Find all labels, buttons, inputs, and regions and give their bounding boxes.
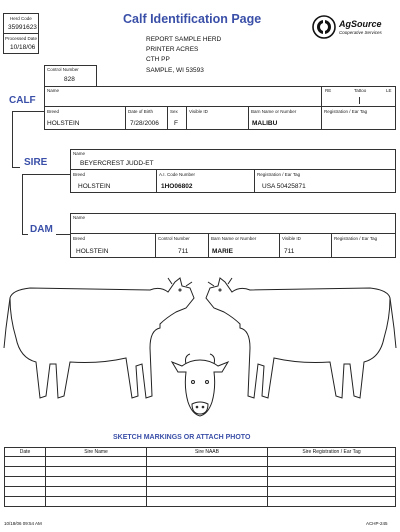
pedigree-line-sire-vertical [22, 174, 23, 234]
table-cell[interactable] [5, 477, 46, 487]
table-row[interactable] [5, 477, 396, 487]
column-header-sire-naab: Sire NAAB [147, 448, 268, 457]
herd-code-divider [3, 33, 39, 34]
processed-date-label: Processed Date [5, 36, 38, 41]
calf-divider-dob [125, 106, 126, 130]
pedigree-line-calf [12, 111, 44, 112]
address-line: CTH PP [146, 56, 170, 63]
calf-le-label: LE [386, 88, 392, 93]
processed-date-value: 10/18/06 [10, 44, 36, 51]
calf-divider-sex [167, 106, 168, 130]
agsource-logo [312, 15, 392, 41]
sire-details-box [70, 169, 396, 193]
table-cell[interactable] [46, 457, 147, 467]
table-cell[interactable] [5, 487, 46, 497]
table-cell[interactable] [46, 477, 147, 487]
page-title: Calf Identification Page [123, 12, 262, 26]
sire-breed-value: HOLSTEIN [78, 183, 111, 190]
address-line: REPORT SAMPLE HERD [146, 36, 222, 43]
table-cell[interactable] [268, 487, 396, 497]
sire-breed-label: Breed [73, 172, 86, 177]
calf-section-label: CALF [9, 95, 36, 106]
sire-registration-value: USA 50425871 [262, 183, 306, 190]
table-row[interactable] [5, 497, 396, 507]
table-cell[interactable] [5, 497, 46, 507]
table-cell[interactable] [268, 497, 396, 507]
footer-form-code: ACHP-245 [366, 521, 388, 526]
dam-divider-barn [208, 233, 209, 258]
calf-re-label: RE [325, 88, 332, 93]
dam-visible-id-value: 711 [284, 248, 295, 255]
sire-name-value: BEYERCREST JUDD-ET [80, 160, 154, 167]
herd-code-value: 35991623 [8, 24, 37, 31]
sketch-caption: SKETCH MARKINGS OR ATTACH PHOTO [113, 434, 251, 441]
dam-barn-name-value: MARIE [212, 248, 233, 255]
crs-circle-logo-icon [312, 15, 336, 39]
dam-name-label: Name [73, 215, 86, 220]
calf-sex-value: F [174, 120, 178, 127]
table-cell[interactable] [147, 477, 268, 487]
table-cell[interactable] [268, 477, 396, 487]
calf-tattoo-label: Tattoo [354, 88, 367, 93]
logo-name: AgSource [339, 19, 382, 29]
dam-name-box [70, 213, 396, 234]
calf-tattoo-separator [359, 97, 360, 104]
table-cell[interactable] [46, 487, 147, 497]
calf-tattoo-divider [321, 86, 322, 107]
calf-divider-visible [186, 106, 187, 130]
table-cell[interactable] [268, 457, 396, 467]
column-header-date: Date [5, 448, 46, 457]
cow-face-front-outline [172, 354, 228, 416]
calf-breed-value: HOLSTEIN [47, 120, 80, 127]
dam-registration-label: Registration / Ear Tag [334, 236, 378, 241]
cow-right-side-outline [206, 278, 396, 398]
table-row[interactable] [5, 487, 396, 497]
calf-registration-label: Registration / Ear Tag [324, 109, 368, 114]
table-cell[interactable] [147, 457, 268, 467]
sire-divider-reg [254, 169, 255, 193]
pedigree-line-sire [12, 167, 20, 168]
calf-sketch-outline [0, 268, 400, 428]
sire-section-label: SIRE [24, 157, 48, 168]
pedigree-line-calf-vertical [12, 111, 13, 167]
table-header-row [5, 448, 396, 457]
table-cell[interactable] [5, 457, 46, 467]
dam-divider-visible [279, 233, 280, 258]
calf-control-number-label: Control Number [47, 67, 79, 72]
calf-barn-name-label: Barn Name or Number [251, 109, 297, 114]
pedigree-line-sire-branch [45, 174, 70, 175]
logo-subtitle: Cooperative Services [339, 30, 382, 35]
dam-section-label: DAM [30, 224, 53, 235]
dam-control-number-label: Control Number [158, 236, 190, 241]
calf-control-number-value: 828 [64, 76, 75, 83]
column-header-sire-name: Sire Name [46, 448, 147, 457]
dam-divider-control [155, 233, 156, 258]
calf-divider-barn [248, 106, 249, 130]
table-row[interactable] [5, 457, 396, 467]
address-line: PRINTER ACRES [146, 46, 199, 53]
table-cell[interactable] [147, 467, 268, 477]
sire-registration-label: Registration / Ear Tag [257, 172, 301, 177]
table-cell[interactable] [268, 467, 396, 477]
calf-name-box [44, 86, 396, 107]
pedigree-line-sire-join [22, 174, 46, 175]
table-row[interactable] [5, 467, 396, 477]
table-cell[interactable] [147, 487, 268, 497]
pedigree-line-dam-branch [56, 234, 70, 235]
table-cell[interactable] [5, 467, 46, 477]
dam-control-number-value: 711 [178, 248, 189, 255]
sire-divider-ai [156, 169, 157, 193]
table-cell[interactable] [147, 497, 268, 507]
dam-visible-id-label: Visible ID [282, 236, 301, 241]
sire-name-label: Name [73, 151, 86, 156]
table-cell[interactable] [46, 497, 147, 507]
calf-divider-reg [321, 106, 322, 130]
dam-barn-name-label: Barn Name or Number [211, 236, 257, 241]
dam-breed-value: HOLSTEIN [76, 248, 109, 255]
calf-name-label: Name [47, 88, 60, 93]
dam-divider-reg [331, 233, 332, 258]
sire-ai-code-label: A.I. Code Number [159, 172, 196, 177]
calf-dob-label: Date of Birth [128, 109, 154, 114]
footer-timestamp: 10/18/06 09:54 AM [4, 521, 42, 526]
column-header-sire-registration: Sire Registration / Ear Tag [268, 448, 396, 457]
calf-breed-label: Breed [47, 109, 60, 114]
calf-visible-id-label: Visible ID [189, 109, 208, 114]
cow-left-side-outline [4, 278, 194, 398]
dam-breed-label: Breed [73, 236, 86, 241]
table-cell[interactable] [46, 467, 147, 477]
calf-dob-value: 7/28/2006 [130, 120, 159, 127]
sire-ai-code-value: 1HO06802 [161, 183, 193, 190]
herd-code-label: Herd Code [10, 16, 32, 21]
calf-barn-name-value: MALIBU [252, 120, 278, 127]
address-line: SAMPLE, WI 53593 [146, 67, 204, 74]
breeding-table [4, 447, 396, 507]
pedigree-line-dam [22, 234, 28, 235]
calf-sex-label: Sex [170, 109, 178, 114]
